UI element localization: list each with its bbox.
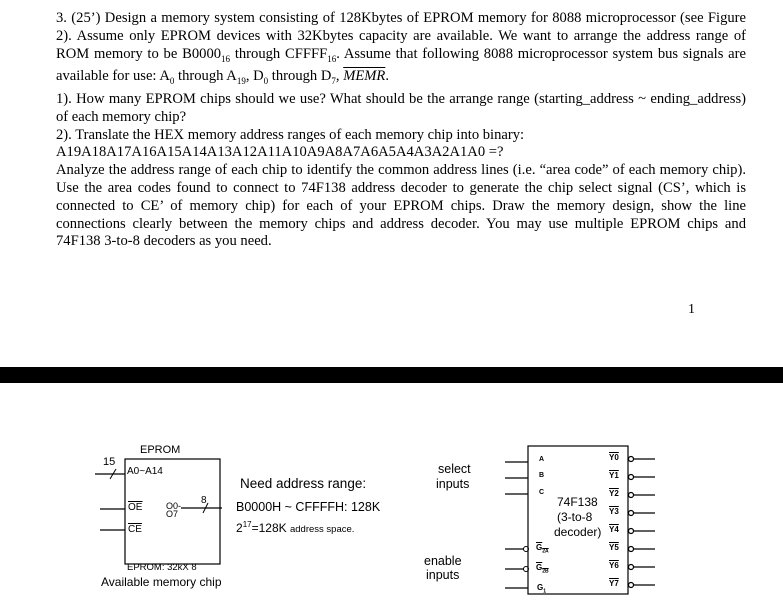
output-y6: Y6 [609, 561, 619, 570]
chip-caption: EPROM: 32kX 8 [127, 562, 197, 573]
output-y5: Y5 [609, 543, 619, 552]
question-analyze: Analyze the address range of each chip to identify the common address lines (i.e. “area code” of each memory chip). Use the area codes found to connect to 74F138 address decoder to generate the chip select signal (CS’, which is connected to CE’ of memory chip) for each of your EPROM chips. Draw the memory design, show the line connections clearly between the memory chips and address decoder. You may use multiple EPROM chips and 74F138 3-to-8 decoders as you need. [56, 162, 746, 250]
output-label-bottom: O7 [166, 509, 179, 519]
enable-label-1: enable [424, 554, 462, 568]
g2b-label: $G_{2B}$ [536, 563, 549, 575]
page-number: 1 [688, 302, 695, 317]
select-label-2: inputs [436, 477, 470, 491]
address-bus-width: 15 [103, 456, 116, 468]
eprom-title: EPROM [140, 444, 181, 456]
decoder-label: decoder) [554, 525, 602, 539]
ce-label: $\overline{CE}$ [128, 524, 142, 535]
decoder-name: 74F138 [557, 495, 598, 509]
question-part1: 1). How many EPROM chips should we use? What should be the arrange range (starting_address ~ ending_address) of each memory chip? [56, 91, 746, 125]
oe-label: $\overline{OE}$ [128, 502, 143, 513]
output-y7: Y7 [609, 579, 619, 588]
g1-label: $G_1$ [537, 583, 547, 595]
input-c: C [539, 489, 545, 496]
g2a-label: $G_{2A}$ [536, 543, 549, 555]
select-label-1: select [438, 462, 471, 476]
decoder-type: (3-to-8 [557, 510, 593, 524]
address-bus-label: A0~A14 [127, 466, 163, 477]
output-y0: Y0 [609, 453, 619, 462]
output-y4: Y4 [609, 525, 619, 534]
decoder-outputs [629, 457, 656, 588]
data-bus-width: 8 [201, 495, 207, 506]
need-title: Need address range: [240, 476, 367, 491]
available-chip-caption: Available memory chip [101, 575, 222, 589]
memr-signal: MEMR [343, 68, 386, 85]
output-y2: Y2 [609, 489, 619, 498]
question-part2: 2). Translate the HEX memory address ranges of each memory chip into binary: [56, 126, 525, 143]
input-a: A [539, 456, 545, 463]
binary-address-line: A19A18A17A16A15A14A13A12A11A10A9A8A7A6A5A4A3A2A1A0 =? [56, 144, 504, 161]
question-intro: 3. (25’) Design a memory system consisting of 128Kbytes of EPROM memory for 8088 microprocessor (see Figure 2). Assume only EPROM devices with 32Kbytes capacity are available. We want to arrange the address range of ROM memory to be $B0000_{16}$ through $CFFFF_{16}$. Assume that following 8088 microprocessor system bus signals are available for use: $A_0$ through $A_{19}$, $D_0$ through $D_7$, MEMR. [56, 10, 747, 87]
need-space: $2^{17}=128K$ address space. [236, 520, 355, 535]
need-range: B0000H ~ CFFFFH: 128K [236, 500, 381, 514]
output-y1: Y1 [609, 471, 619, 480]
output-label-top: O0- [166, 501, 182, 511]
output-y3: Y3 [609, 507, 619, 516]
input-b: B [539, 472, 545, 479]
enable-label-2: inputs [426, 568, 460, 582]
